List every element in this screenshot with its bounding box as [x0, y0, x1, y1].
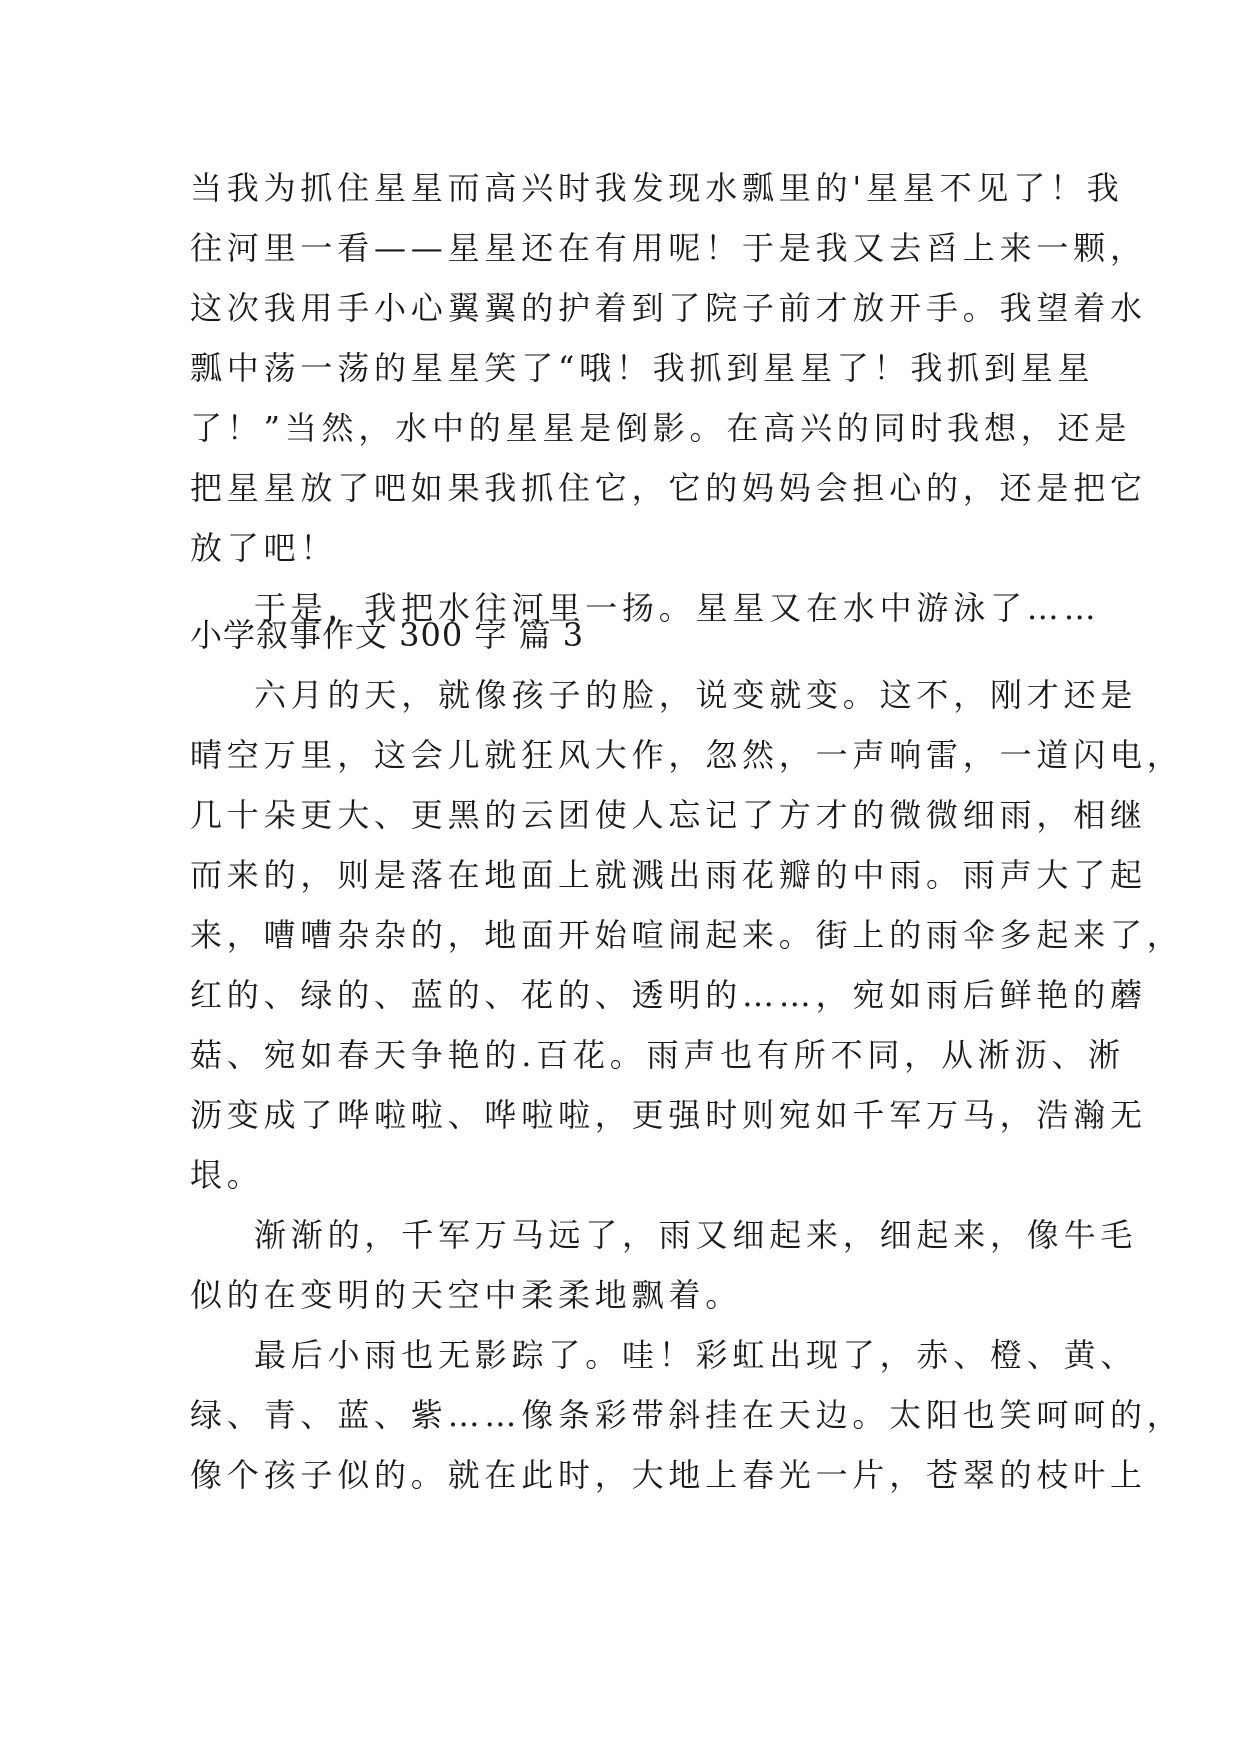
text-line: 这次我用手小心翼翼的护着到了院子前才放开手。我望着水	[190, 289, 1147, 327]
paragraph-catching-stars	[190, 158, 1147, 578]
text-line: 渐渐的，千军万马远了，雨又细起来，细起来，像牛毛	[254, 1216, 1138, 1254]
text-line: 于是，我把水往河里一扬。星星又在水中游泳了……	[254, 589, 1101, 627]
paragraph-rain-thins	[190, 1205, 1138, 1325]
text-line: 垠。	[190, 1156, 264, 1194]
text-line: 当我为抓住星星而高兴时我发现水瓢里的'星星不见了！我	[190, 169, 1124, 207]
text-line: 几十朵更大、更黑的云团使人忘记了方才的微微细雨，相继	[190, 796, 1147, 834]
text-line: 了！”当然，水中的星星是倒影。在高兴的同时我想，还是	[190, 409, 1132, 447]
text-line: 似的在变明的天空中柔柔地飘着。	[190, 1276, 743, 1314]
text-line: 瓢中荡一荡的星星笑了“哦！我抓到星星了！我抓到星星	[190, 349, 1095, 387]
section-essay-3	[190, 605, 1184, 1505]
text-line: 像个孩子似的。就在此时，大地上春光一片，苍翠的枝叶上	[190, 1456, 1147, 1494]
paragraph-rainbow	[190, 1325, 1184, 1505]
text-line: 往河里一看——星星还在有用呢！于是我又去舀上来一颗，	[190, 229, 1147, 267]
paragraph-june-rain	[190, 665, 1184, 1205]
text-line: 沥变成了哗啦啦、哗啦啦，更强时则宛如千军万马，浩瀚无	[190, 1096, 1147, 1134]
text-line: 把星星放了吧如果我抓住它，它的妈妈会担心的，还是把它	[190, 469, 1147, 507]
text-line: 绿、青、蓝、紫……像条彩带斜挂在天边。太阳也笑呵呵的，	[190, 1396, 1184, 1434]
text-line: 而来的，则是落在地面上就溅出雨花瓣的中雨。雨声大了起	[190, 856, 1147, 894]
section-story-ending	[190, 158, 1147, 638]
section-heading: 小学叙事作文 300 字 篇 3	[190, 616, 585, 654]
text-line: 菇、宛如春天争艳的.百花。雨声也有所不同，从淅沥、淅	[190, 1036, 1125, 1074]
text-line: 放了吧！	[190, 529, 338, 567]
text-line: 晴空万里，这会儿就狂风大作，忽然，一声响雷，一道闪电，	[190, 736, 1184, 774]
text-line: 红的、绿的、蓝的、花的、透明的……，宛如雨后鲜艳的蘑	[190, 976, 1147, 1014]
text-line: 六月的天，就像孩子的脸，说变就变。这不，刚才还是	[254, 676, 1138, 714]
text-line: 最后小雨也无影踪了。哇！彩虹出现了，赤、橙、黄、	[254, 1336, 1138, 1374]
text-line: 来，嘈嘈杂杂的，地面开始喧闹起来。街上的雨伞多起来了，	[190, 916, 1184, 954]
